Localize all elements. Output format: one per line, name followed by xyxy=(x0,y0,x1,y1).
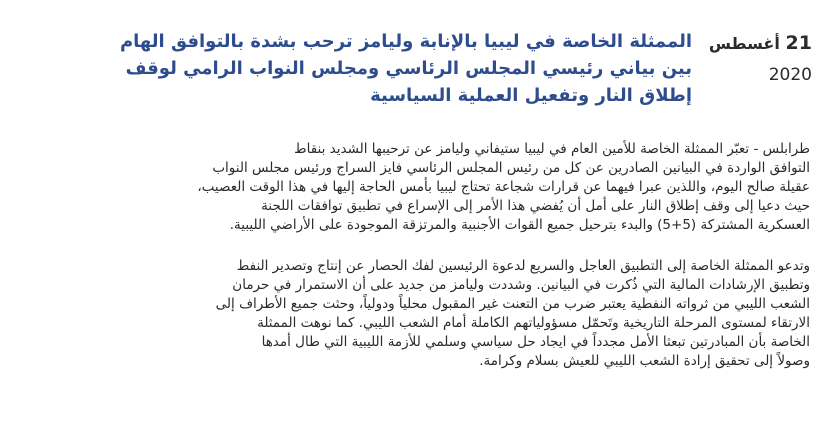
paragraph-line: وتطبيق الإرشادات المالية التي ذُكرت في البيانين. وشددت وليامز من جديد على أن الاستمرار في حرمان xyxy=(232,277,810,293)
article-body xyxy=(12,140,810,393)
paragraph-line: طرابلس - تعبّر الممثلة الخاصة للأمين العام في ليبيا ستيفاني وليامز عن ترحيبها الشديد بنقاط xyxy=(294,141,810,157)
paragraph-line: وتدعو الممثلة الخاصة إلى التطبيق العاجل والسريع لدعوة الرئيسين لفك الحصار عن إنتاج وتصدير النفط xyxy=(236,258,810,274)
date-month: أغسطس xyxy=(708,34,780,53)
title-line: بين بياني رئيسي المجلس الرئاسي ومجلس النواب الرامي لوقف xyxy=(125,58,692,79)
article-paragraph xyxy=(12,257,810,371)
date-day: 21 xyxy=(785,32,812,54)
paragraph-line: التوافق الواردة في البيانين الصادرين عن كل من رئيس المجلس الرئاسي فايز السراج ورئيس مجلس النواب xyxy=(212,160,810,176)
date-day-month xyxy=(708,30,812,57)
paragraph-line: الشعب الليبي من ثرواته النفطية يعتبر ضرب من التعنت غير المقبول محلياً ودولياً، وحثت جميع الأطراف إلى xyxy=(215,296,810,312)
paragraph-line: عقيلة صالح اليوم، واللذين عبرا فيهما عن قرارات شجاعة تحتاج ليبيا بأمس الحاجة إليها في هذا الوقت العصيب، xyxy=(197,179,810,195)
date-year: 2020 xyxy=(768,65,812,85)
title-line: الممثلة الخاصة في ليبيا بالإنابة وليامز ترحب بشدة بالتوافق الهام xyxy=(119,31,692,52)
paragraph-line: العسكرية المشتركة (5+5) والبدء بترحيل جميع القوات الأجنبية والمرتزقة الموجودة على الأراضي الليبية. xyxy=(229,217,810,233)
publication-date xyxy=(708,30,812,89)
paragraph-line: الخاصة بأن المبادرتين تبعثا الأمل مجدداً في ايجاد حل سياسي وسلمي للأزمة الليبية التي طال أمدها xyxy=(261,334,810,350)
paragraph-line: الارتقاء لمستوى المرحلة التاريخية وتَحمّل مسؤولياتهم الكاملة أمام الشعب الليبي. كما نوهت الممثلة xyxy=(257,315,810,331)
article-title xyxy=(119,28,692,109)
title-line: إطلاق النار وتفعيل العملية السياسية xyxy=(370,85,692,106)
paragraph-line: حيث دعيا إلى وقف إطلاق النار على أمل أن يُفضي هذا الأمر إلى الإسراع في تطبيق توافقات اللجنة xyxy=(261,198,810,214)
paragraph-line: وصولاً إلى تحقيق إرادة الشعب الليبي للعيش بسلام وكرامة. xyxy=(479,353,810,369)
article-paragraph xyxy=(12,140,810,235)
